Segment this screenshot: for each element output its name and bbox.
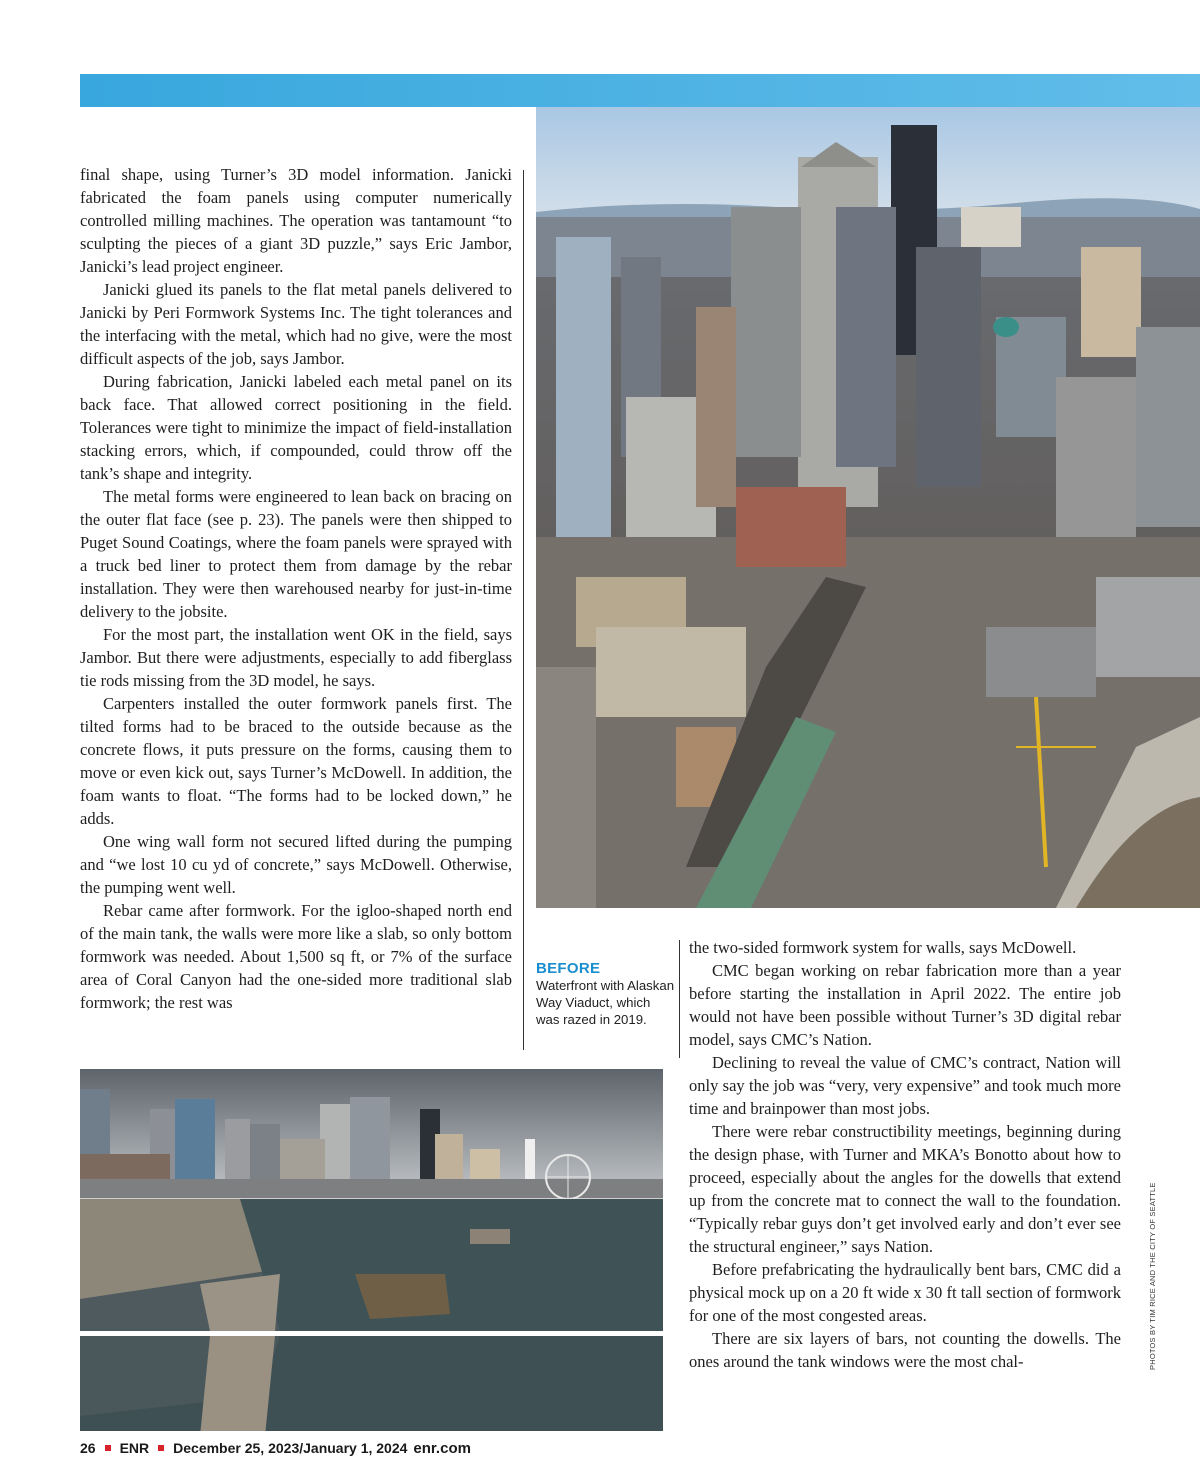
caption-text: Waterfront with Alaskan Way Viaduct, which was razed in 2019. <box>536 978 675 1027</box>
bullet-separator <box>158 1445 164 1451</box>
article-column-left <box>80 163 512 1014</box>
page-footer-line-printed <box>80 1440 471 1457</box>
paragraph: Carpenters installed the outer formwork panels first. The tilted forms had to be braced to the outside because as the concrete flows, it puts pressure on the forms, causing them to move or even kick out, says Turner’s McDowell. In addition, the foam wants to float. “The forms had to be locked down,” he adds. <box>80 694 512 828</box>
photo-credit: PHOTOS BY TIM RICE AND THE CITY OF SEATTLE <box>1148 1182 1157 1370</box>
paragraph: CMC began working on rebar fabrication more than a year before starting the installation in April 2022. The entire job would not have been possible without Turner’s 3D digital rebar model, says CMC’s Nation. <box>689 961 1121 1049</box>
paragraph: The metal forms were engineered to lean back on bracing on the outer flat face (see p. 23). The panels were then shipped to Puget Sound Coatings, where the foam panels were sprayed with a truck bed liner to protect them from damage by the rebar installation. They were then warehoused nearby for just-in-time delivery to the jobsite. <box>80 487 512 621</box>
article-column-right <box>689 936 1121 1373</box>
paragraph: Before prefabricating the hydraulically bent bars, CMC did a physical mock up on a 20 ft wide x 30 ft tall section of formwork for one of the most congested areas. <box>689 1260 1121 1325</box>
aerial-city-photo <box>536 107 1200 908</box>
column-rule-left <box>523 170 524 1050</box>
paragraph: final shape, using Turner’s 3D model information. Janicki fabricated the foam panels using computer numerically controlled milling machines. The operation was tantamount “to sculpting the pieces of a giant 3D puzzle,” says Eric Jambor, Janicki’s lead project engineer. <box>80 165 512 276</box>
page-number: 26 <box>80 1440 96 1456</box>
header-color-bar <box>80 74 1200 107</box>
issue-date: December 25, 2023/January 1, 2024 <box>173 1440 408 1456</box>
paragraph: Janicki glued its panels to the flat metal panels delivered to Janicki by Peri Formwork Systems Inc. The tight tolerances and the interfacing with the metal, which had no give, were the most difficult aspects of the job, says Jambor. <box>80 280 512 368</box>
website-link[interactable]: enr.com <box>413 1440 471 1457</box>
paragraph: Rebar came after formwork. For the igloo-shaped north end of the main tank, the walls were more like a slab, so only bottom formwork was needed. About 1,500 sq ft, or 7% of the surface area of Coral Canyon had the one-sided more traditional slab formwork; the rest was <box>80 901 512 1012</box>
paragraph: During fabrication, Janicki labeled each metal panel on its back face. That allowed correct positioning in the field. Tolerances were tight to minimize the impact of field-installation stacking errors, which, if compounded, could throw off the tank’s shape and integrity. <box>80 372 512 483</box>
waterfront-photo <box>80 1069 663 1431</box>
caption-heading: BEFORE <box>536 960 601 977</box>
paragraph: There are six layers of bars, not counting the dowells. The ones around the tank windows were the most chal- <box>689 1329 1121 1371</box>
paragraph: One wing wall form not secured lifted during the pumping and “we lost 10 cu yd of concrete,” says McDowell. Otherwise, the pumping went well. <box>80 832 512 897</box>
paragraph: For the most part, the installation went OK in the field, says Jambor. But there were adjustments, especially to add fiberglass tie rods missing from the 3D model, he says. <box>80 625 512 690</box>
photo-caption <box>536 960 676 1028</box>
column-rule-right <box>679 940 680 1058</box>
bullet-separator <box>105 1445 111 1451</box>
paragraph: the two-sided formwork system for walls, says McDowell. <box>689 938 1077 957</box>
paragraph: Declining to reveal the value of CMC’s contract, Nation will only say the job was “very, very expensive” and took much more time and brainpower than most jobs. <box>689 1053 1121 1118</box>
magazine-name: ENR <box>119 1440 150 1456</box>
paragraph: There were rebar constructibility meetings, beginning during the design phase, with Turner and MKA’s Bonotto about how to proceed, especially about the angles for the dowells that extend up from the concrete mat to connect the wall to the foundation. “Typically rebar guys don’t get involved early and don’t ever see the structural engineer,” says Nation. <box>689 1122 1121 1256</box>
